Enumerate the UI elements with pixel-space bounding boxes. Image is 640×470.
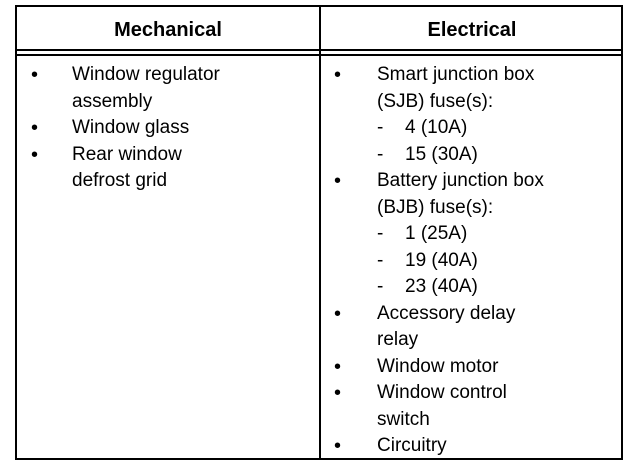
item-text: relay xyxy=(377,329,419,350)
bullet-icon: • xyxy=(334,355,342,378)
bullet-icon: • xyxy=(334,64,342,86)
item-text: Window control xyxy=(377,382,507,403)
list-item xyxy=(321,380,623,433)
dash-icon: - xyxy=(377,223,384,244)
header-mechanical: Mechanical xyxy=(114,19,222,41)
item-text: Window motor xyxy=(377,355,499,377)
components-table xyxy=(15,5,623,460)
bullet-icon: • xyxy=(334,170,342,192)
bullet-icon: • xyxy=(31,64,39,86)
header-rule-top xyxy=(17,49,621,51)
list-item xyxy=(321,433,623,460)
item-text: Accessory delay xyxy=(377,302,516,324)
list-item xyxy=(17,142,319,195)
sub-item xyxy=(321,248,623,275)
fuse-value: 19 (40A) xyxy=(405,249,478,271)
fuse-value: 4 (10A) xyxy=(405,117,468,138)
fuse-value: 23 (40A) xyxy=(405,276,478,297)
dash-icon: - xyxy=(377,276,384,297)
sub-item xyxy=(321,221,623,248)
item-text: Circuitry xyxy=(377,435,447,456)
bullet-icon: • xyxy=(334,435,342,457)
item-text: Rear window xyxy=(72,143,182,165)
item-text: Battery junction box xyxy=(377,170,544,191)
mechanical-column xyxy=(17,62,319,195)
item-text: assembly xyxy=(72,90,153,112)
fuse-value: 1 (25A) xyxy=(405,223,468,244)
list-item xyxy=(321,62,623,115)
item-text: Smart junction box xyxy=(377,64,535,85)
sub-item xyxy=(321,142,623,169)
list-item xyxy=(321,301,623,354)
bullet-icon: • xyxy=(334,302,342,325)
item-text: switch xyxy=(377,408,430,430)
dash-icon: - xyxy=(377,249,384,271)
sub-item xyxy=(321,115,623,142)
list-item xyxy=(321,168,623,221)
dash-icon: - xyxy=(377,117,384,138)
fuse-value: 15 (30A) xyxy=(405,143,478,165)
item-text: (SJB) fuse(s): xyxy=(377,90,494,112)
electrical-column xyxy=(321,62,623,460)
bullet-icon: • xyxy=(334,382,342,404)
sub-item xyxy=(321,274,623,301)
item-text: defrost grid xyxy=(72,170,168,191)
header-rule-bottom xyxy=(17,54,621,56)
dash-icon: - xyxy=(377,143,384,165)
list-item xyxy=(17,62,319,115)
bullet-icon: • xyxy=(31,117,39,139)
item-text: (BJB) fuse(s): xyxy=(377,196,494,218)
list-item xyxy=(17,115,319,142)
list-item xyxy=(321,354,623,381)
header-electrical: Electrical xyxy=(427,19,517,41)
item-text: Window regulator xyxy=(72,64,220,85)
bullet-icon: • xyxy=(31,143,39,166)
item-text: Window glass xyxy=(72,117,190,138)
